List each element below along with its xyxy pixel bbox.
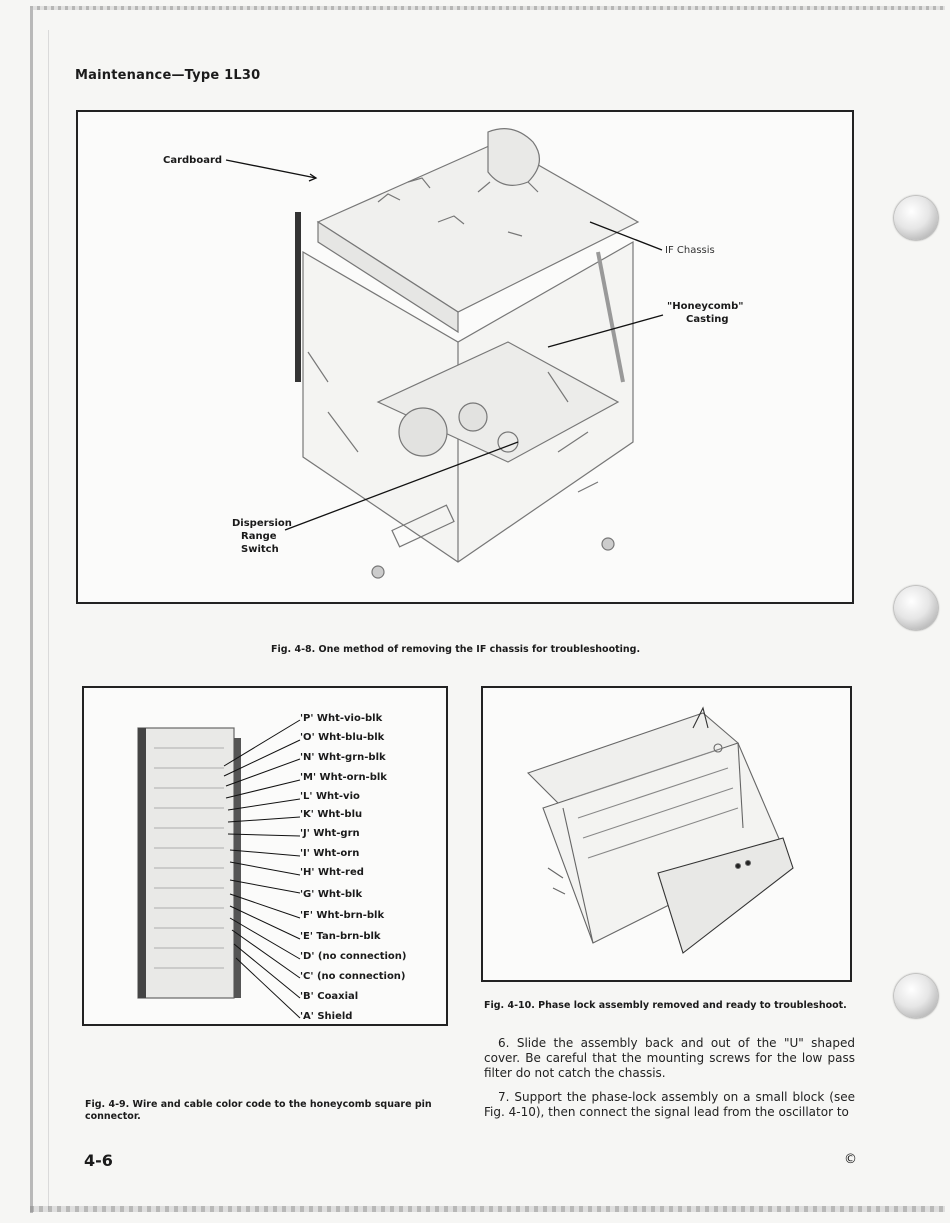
label-dispersion-line2: Range	[241, 531, 277, 542]
label-cardboard: Cardboard	[163, 155, 223, 166]
label-honeycomb-line1: "Honeycomb"	[667, 301, 744, 312]
wire-label: 'H' Wht-red	[300, 867, 364, 878]
wire-label: 'A' Shield	[300, 1011, 353, 1022]
if-chassis-photo	[78, 112, 852, 602]
wire-label: 'P' Wht-vio-blk	[300, 713, 383, 724]
caption-fig-4-9-line1: Fig. 4-9. Wire and cable color code to the honeycomb square pin	[85, 1099, 432, 1110]
wire-label: 'J' Wht-grn	[300, 828, 360, 839]
wire-label: 'I' Wht-orn	[300, 848, 360, 859]
scan-edge-left	[30, 8, 33, 1213]
scan-edge-bottom	[30, 1206, 945, 1212]
punch-hole-bottom	[894, 974, 938, 1018]
wire-label: 'N' Wht-grn-blk	[300, 752, 386, 763]
label-dispersion-line1: Dispersion	[232, 518, 292, 529]
label-dispersion-line3: Switch	[241, 544, 279, 555]
wire-label: 'G' Wht-blk	[300, 889, 363, 900]
wire-label: 'D' (no connection)	[300, 951, 407, 962]
punch-hole-middle	[894, 586, 938, 630]
wire-label: 'K' Wht-blu	[300, 809, 363, 820]
scan-edge-top	[30, 6, 945, 10]
figure-4-8-frame	[76, 110, 854, 604]
punch-hole-top	[894, 196, 938, 240]
wire-label: 'C' (no connection)	[300, 971, 406, 982]
wire-label: 'M' Wht-orn-blk	[300, 772, 387, 783]
wire-label: 'L' Wht-vio	[300, 791, 360, 802]
scan-binding-line	[48, 30, 49, 1210]
page-header: Maintenance—Type 1L30	[75, 68, 261, 83]
paragraph-step-6: 6. Slide the assembly back and out of the "U" shaped cover. Be careful that the mounting screws for the low pass filter do not catch the chassis.	[484, 1036, 855, 1080]
phase-lock-assembly-photo	[483, 688, 850, 980]
wire-label: 'F' Wht-brn-blk	[300, 910, 385, 921]
wire-label: 'B' Coaxial	[300, 991, 359, 1002]
caption-fig-4-9-line2: connector.	[85, 1111, 141, 1122]
copyright-mark: ©	[844, 1152, 857, 1167]
label-if-chassis: IF Chassis	[665, 245, 715, 256]
figure-4-10-frame	[481, 686, 852, 982]
wire-label: 'O' Wht-blu-blk	[300, 732, 385, 743]
page-number: 4-6	[84, 1151, 113, 1170]
paragraph-step-7: 7. Support the phase-lock assembly on a small block (see Fig. 4-10), then connect the signal lead from the oscillator to	[484, 1090, 855, 1119]
caption-fig-4-10: Fig. 4-10. Phase lock assembly removed and ready to troubleshoot.	[484, 1000, 847, 1011]
wire-label: 'E' Tan-brn-blk	[300, 931, 381, 942]
caption-fig-4-8: Fig. 4-8. One method of removing the IF chassis for troubleshooting.	[271, 644, 641, 655]
label-honeycomb-line2: Casting	[686, 314, 729, 325]
